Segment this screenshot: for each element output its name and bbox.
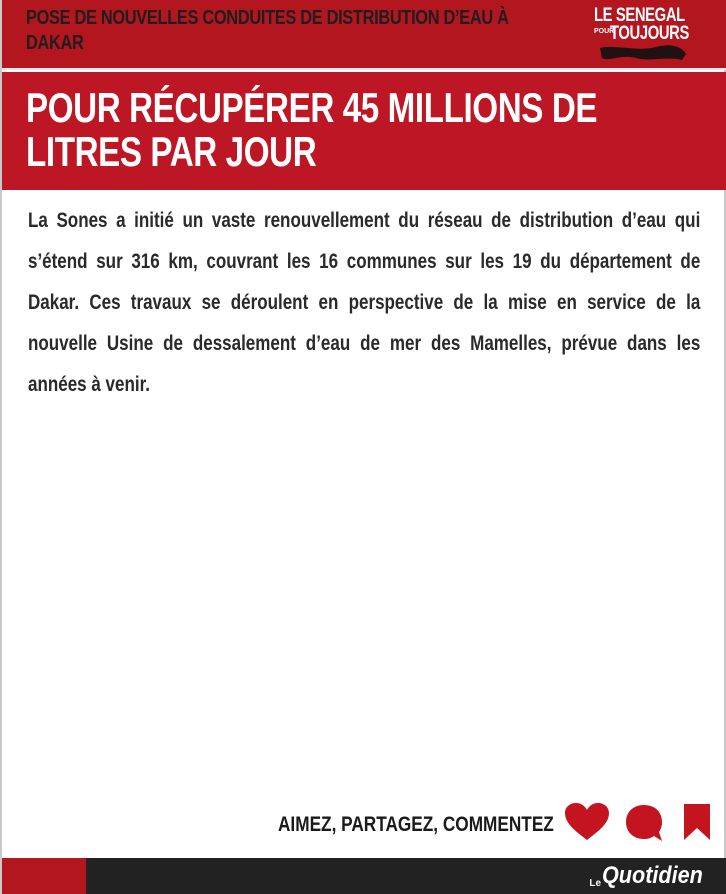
call-to-action: AIMEZ, PARTAGEZ, COMMENTEZ: [278, 813, 554, 836]
kicker-title: POSE DE NOUVELLES CONDUITES DE DISTRIBUTION D’EAU À DAKAR: [26, 7, 509, 54]
le-senegal-pour-toujours-logo: [592, 6, 696, 64]
logo-brush-stroke: [596, 42, 688, 64]
footer-bar: [2, 858, 726, 894]
brand-name: Quotidien: [602, 862, 703, 889]
kicker-band: [2, 0, 726, 70]
headline: POUR RÉCUPÉRER 45 MILLIONS DE LITRES PAR JOUR: [26, 84, 598, 175]
heart-icon[interactable]: [564, 802, 610, 842]
logo-line-2: TOUJOURS: [610, 23, 689, 44]
logo-pour: POUR: [594, 28, 615, 35]
logo-line-1: LE SENEGAL: [594, 5, 685, 26]
headline-band: [2, 72, 726, 190]
bookmark-icon[interactable]: [682, 803, 712, 841]
footer-dark-panel: [86, 858, 726, 894]
comment-icon[interactable]: [624, 803, 664, 843]
article-body: La Sones a initié un vaste renouvellement du réseau de distribution d’eau qui s’étend sur 316 km, couvrant les 16 communes sur les 19 du département de Dakar. Ces travaux se déroulent en perspective de la mise en service de la nouvelle Usine de dessalement d’eau de mer des Mamelles, prévue dans les années à venir.: [28, 209, 701, 396]
brand-prefix: Le: [589, 878, 602, 889]
le-quotidien-logo: [589, 863, 714, 891]
